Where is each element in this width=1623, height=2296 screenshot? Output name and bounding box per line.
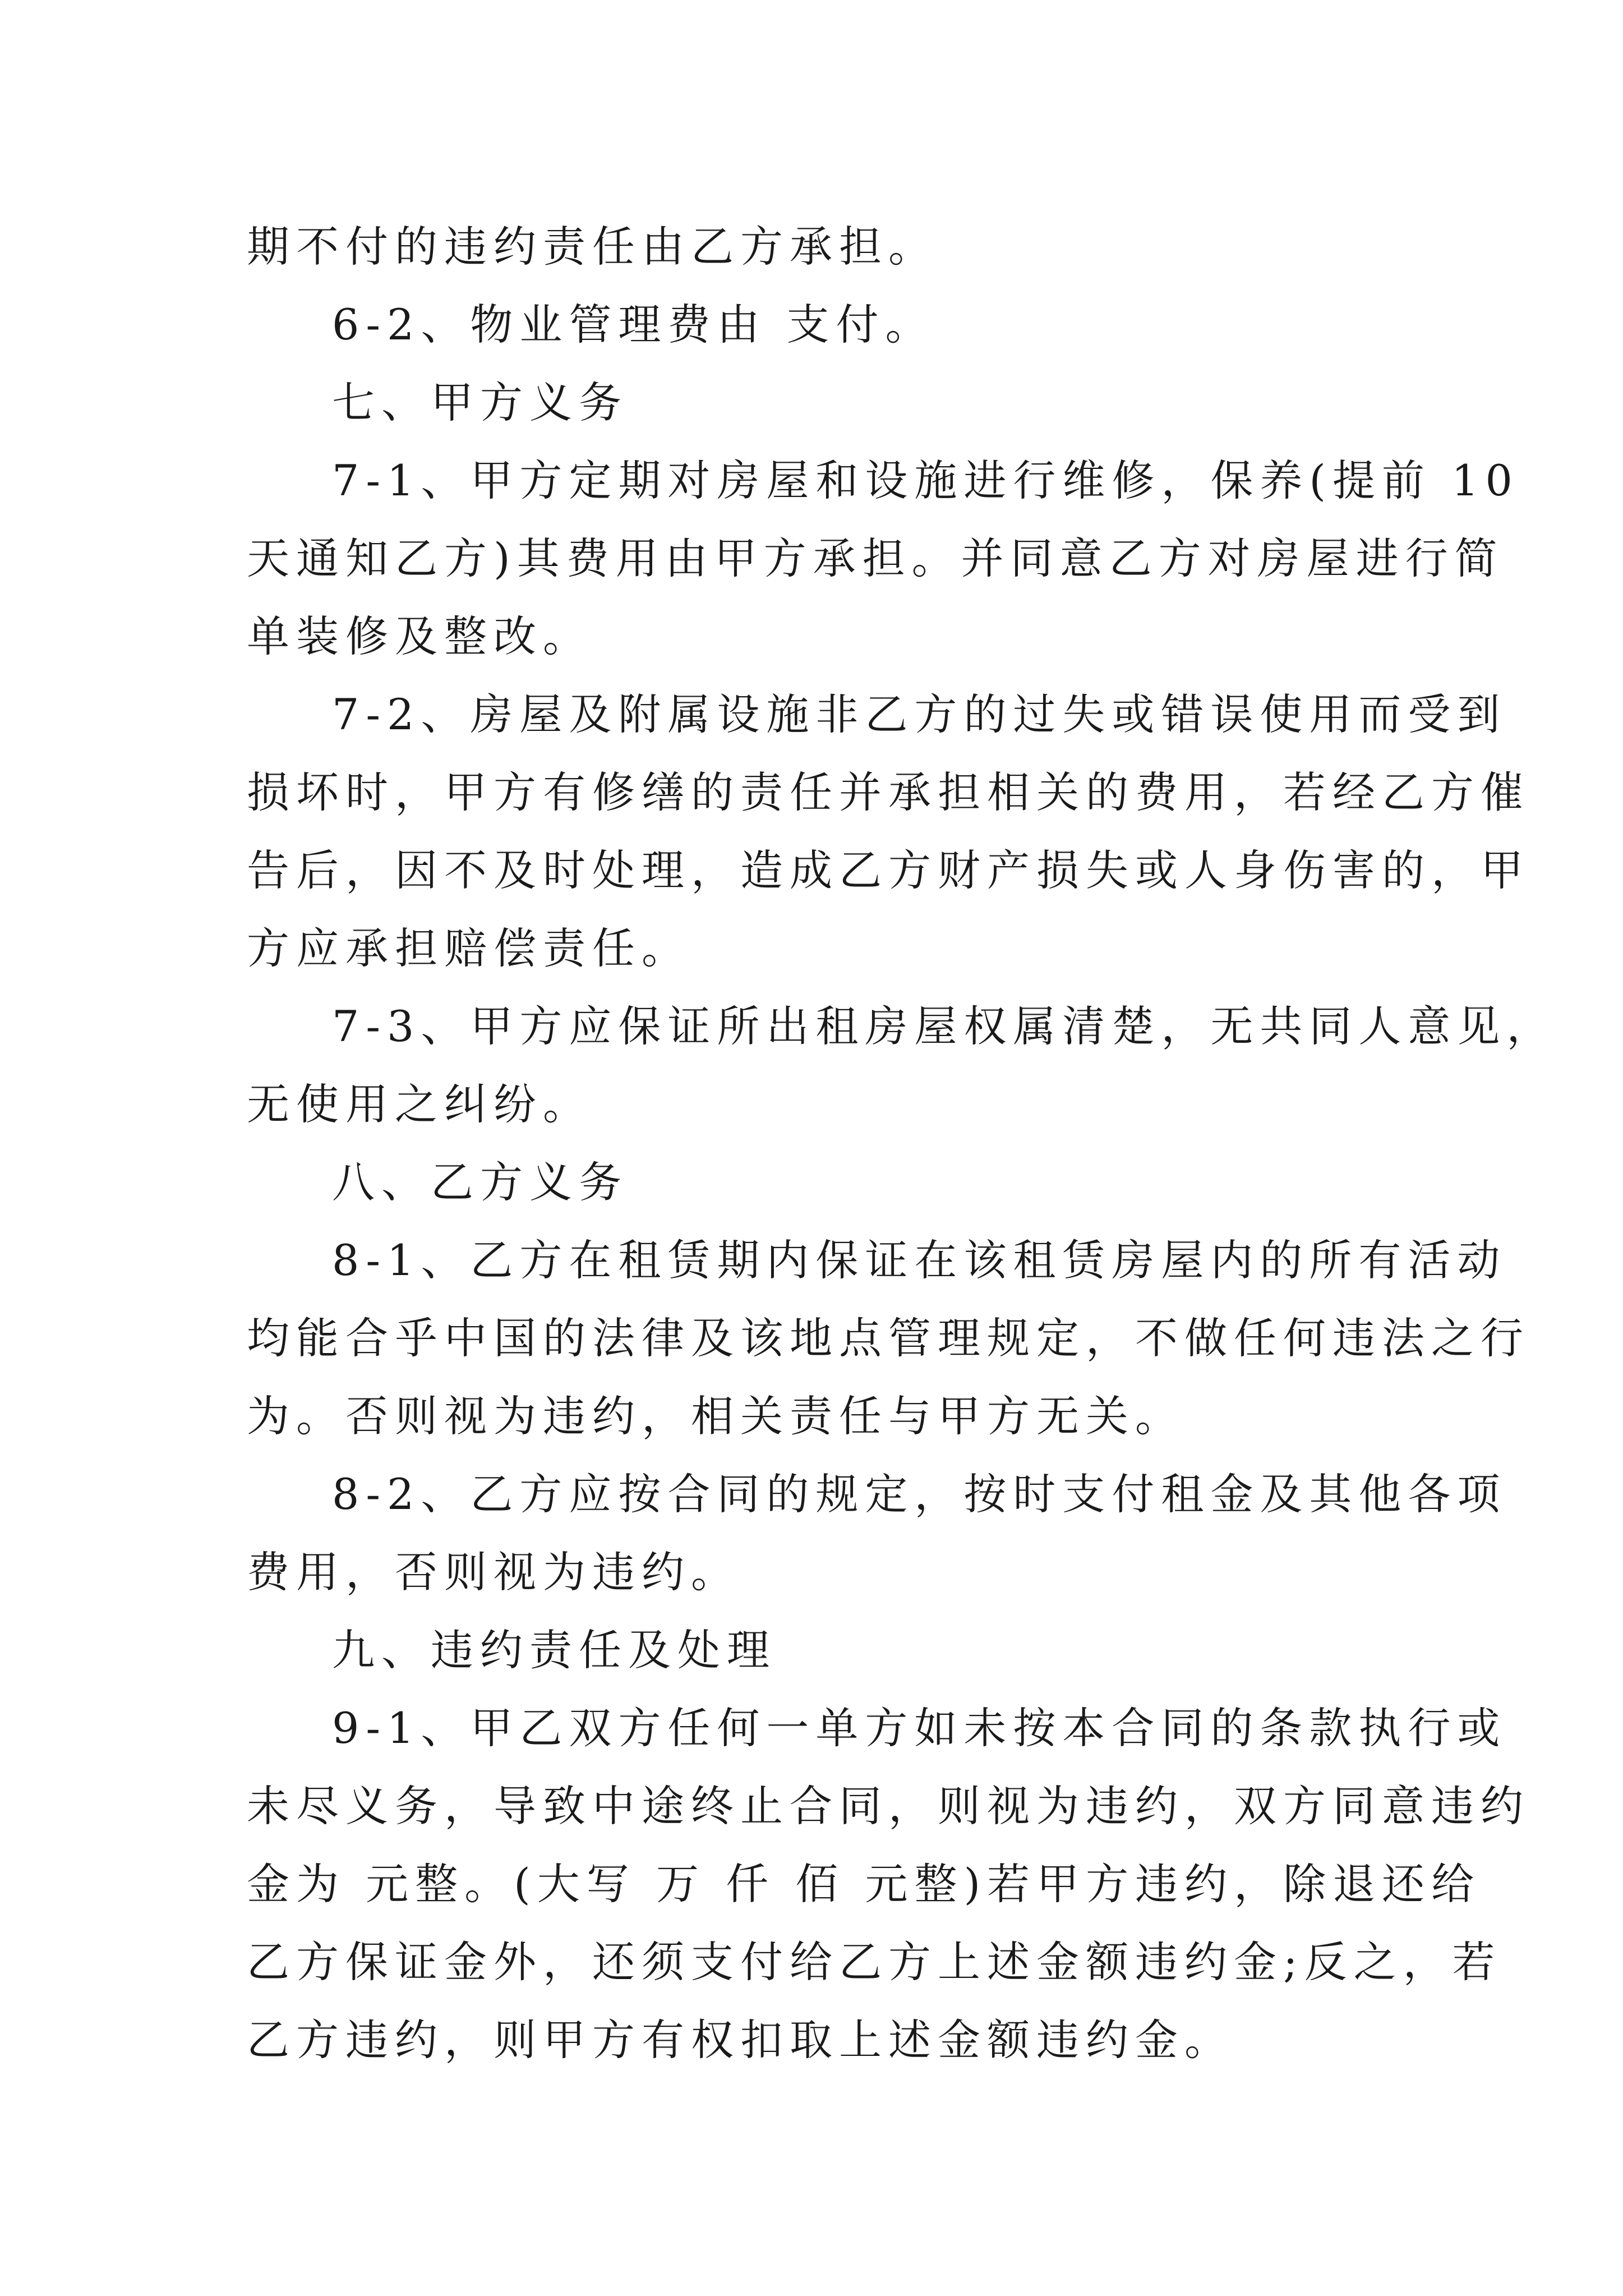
text-line: 6-2、物业管理费由 支付。 [332, 300, 935, 349]
text-line: 单装修及整改。 [247, 611, 592, 661]
text-line: 金为 元整。(大写 万 仟 佰 元整)若甲方违约，除退还给 [247, 1859, 1481, 1909]
text-line: 8-1、乙方在租赁期内保证在该租赁房屋内的所有活动 [332, 1235, 1507, 1285]
text-line: 8-2、乙方应按合同的规定，按时支付租金及其他各项 [332, 1469, 1507, 1519]
text-line: 期不付的违约责任由乙方承担。 [247, 222, 938, 272]
text-line: 损坏时，甲方有修缮的责任并承担相关的费用，若经乙方催 [247, 767, 1530, 817]
text-line: 未尽义务，导致中途终止合同，则视为违约，双方同意违约 [247, 1781, 1530, 1831]
text-line: 9-1、甲乙双方任何一单方如未按本合同的条款执行或 [332, 1703, 1507, 1753]
text-line: 7-3、甲方应保证所出租房屋权属清楚，无共同人意见， [332, 1001, 1556, 1051]
text-line: 告后，因不及时处理，造成乙方财产损失或人身伤害的，甲 [247, 845, 1530, 895]
section-heading: 九、违约责任及处理 [332, 1625, 776, 1675]
text-line: 费用，否则视为违约。 [247, 1547, 740, 1597]
section-heading: 八、乙方义务 [332, 1157, 628, 1207]
document-body [247, 208, 1556, 2079]
section-heading: 七、甲方义务 [332, 378, 628, 427]
text-line: 7-2、房屋及附属设施非乙方的过失或错误使用而受到 [332, 689, 1507, 739]
text-line: 乙方违约，则甲方有权扣取上述金额违约金。 [247, 2015, 1234, 2065]
text-line: 无使用之纠纷。 [247, 1079, 592, 1129]
text-line: 天通知乙方)其费用由甲方承担。并同意乙方对房屋进行简 [247, 533, 1504, 583]
text-line: 均能合乎中国的法律及该地点管理规定，不做任何违法之行 [247, 1313, 1530, 1363]
text-line: 方应承担赔偿责任。 [247, 923, 691, 973]
text-line: 乙方保证金外，还须支付给乙方上述金额违约金;反之，若 [247, 1937, 1502, 1987]
text-line: 7-1、甲方定期对房屋和设施进行维修，保养(提前 10 [332, 455, 1519, 505]
text-line: 为。否则视为违约，相关责任与甲方无关。 [247, 1391, 1184, 1441]
